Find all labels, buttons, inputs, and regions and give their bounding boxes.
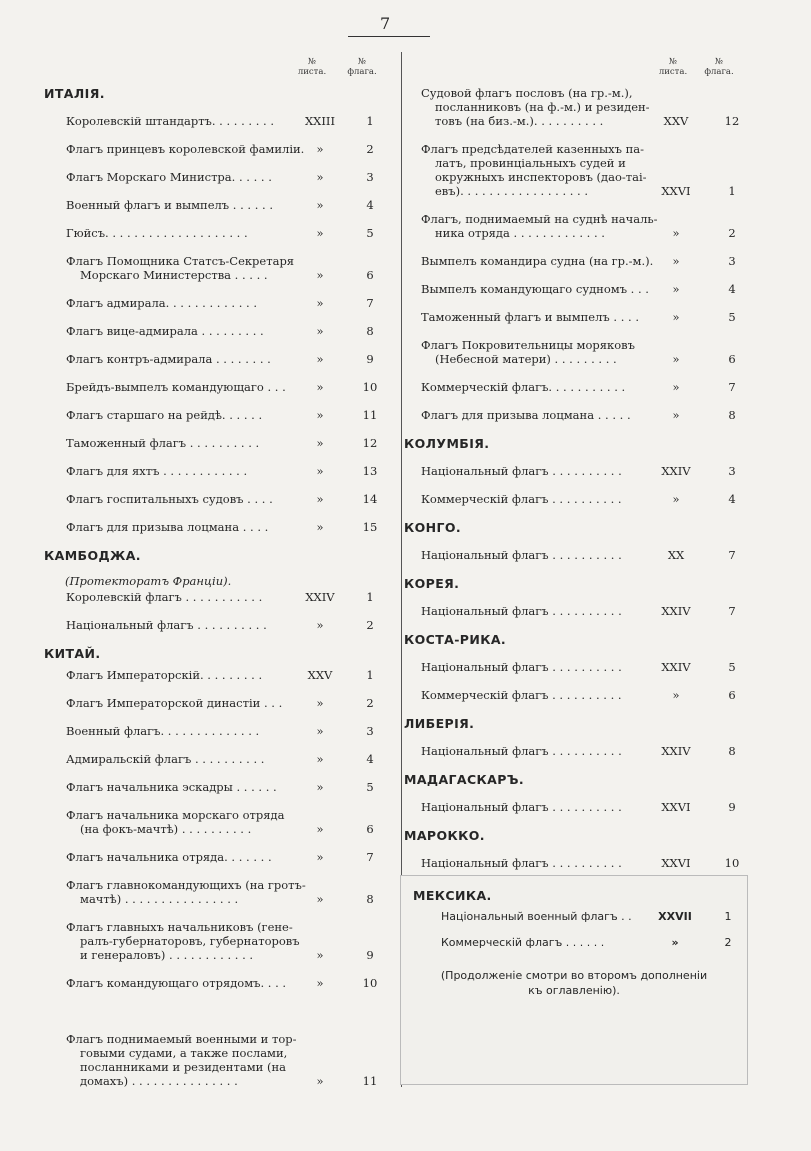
flag-number: 13 [362, 464, 378, 478]
entry-text [421, 744, 622, 758]
flag-number: 6 [728, 352, 736, 366]
flag-number: 1 [366, 590, 374, 604]
country-heading: КОСТА-РИКА. [404, 632, 507, 647]
entry-text [66, 878, 306, 906]
entry-text-line: Флагъ главныхъ начальниковъ (гене- [66, 920, 293, 934]
entry-text [421, 380, 625, 394]
sheet-number: » [316, 492, 324, 506]
flag-number: 1 [724, 910, 732, 923]
sheet-number: » [672, 408, 680, 422]
entry-text [66, 254, 294, 282]
entry-text [421, 408, 631, 422]
entry-text-line: Національный флагъ . . . . . . . . . . [421, 856, 622, 870]
continuation-note: (Продолженіе смотри во второмъ дополненіи къ оглавленію). [440, 969, 708, 997]
entry-text-line: Флагъ предсѣдателей казенныхъ па- [421, 142, 644, 156]
flag-number: 6 [366, 268, 374, 282]
entry-text-line: Національный флагъ . . . . . . . . . . [421, 660, 622, 674]
country-note: (Протекторатъ Франціи). [65, 574, 232, 588]
flag-number: 7 [728, 548, 736, 562]
sheet-number: » [672, 380, 680, 394]
sheet-number: XX [667, 548, 685, 562]
sheet-number: XXV [307, 668, 333, 682]
entry-text [421, 492, 622, 506]
sheet-number: » [316, 976, 324, 990]
entry-text [66, 808, 284, 836]
flag-number: 2 [366, 618, 374, 632]
sheet-number: » [316, 464, 324, 478]
entry-text-line: Флагъ начальника морскаго отряда [66, 808, 285, 822]
country-heading: КОНГО. [404, 520, 462, 535]
entry-text [66, 142, 304, 156]
entry-text-line: Флагъ начальника отряда. . . . . . . [66, 850, 272, 864]
entry-text-line: Адмиральскій флагъ . . . . . . . . . . [66, 752, 265, 766]
flag-number: 5 [366, 780, 374, 794]
sheet-number: XXIV [661, 660, 691, 674]
country-heading: КОЛУМБІЯ. [404, 436, 490, 451]
flag-number: 2 [728, 226, 736, 240]
entry-text [66, 724, 259, 738]
flag-number: 12 [724, 114, 740, 128]
entry-text [421, 310, 639, 324]
entry-text-line: Флагъ главнокомандующихъ (на гротъ- [66, 878, 306, 892]
flag-number: 7 [366, 296, 374, 310]
entry-text-line: говыми судами, а также послами, [80, 1046, 288, 1060]
entry-text-line: Флагъ Императорскій. . . . . . . . . [66, 668, 263, 682]
entry-text [66, 226, 248, 240]
entry-text-line: Флагъ Императорской династіи . . . [66, 696, 283, 710]
sheet-number: » [672, 254, 680, 268]
entry-text [66, 752, 264, 766]
entry-text [66, 324, 264, 338]
sheet-number: » [316, 170, 324, 184]
entry-text-line: Національный флагъ . . . . . . . . . . [421, 604, 622, 618]
entry-text [421, 688, 622, 702]
sheet-number: XXIII [304, 114, 335, 128]
entry-text [66, 198, 273, 212]
entry-text-line: Таможенный флагъ . . . . . . . . . . [66, 436, 260, 450]
sheet-number: » [316, 1074, 324, 1088]
sheet-column-header: № листа. [658, 57, 688, 77]
flag-number: 7 [728, 604, 736, 618]
sheet-number: XXVI [661, 856, 691, 870]
entry-text-line: Національный флагъ . . . . . . . . . . [66, 618, 267, 632]
flag-number: 9 [366, 352, 374, 366]
entry-text [421, 800, 622, 814]
entry-text [421, 660, 622, 674]
country-heading: МАДАГАСКАРЪ. [404, 772, 525, 787]
entry-text-line: Морскаго Министерства . . . . . [80, 268, 268, 282]
sheet-number: XXV [663, 114, 689, 128]
sheet-number: XXIV [661, 604, 691, 618]
entry-text [66, 170, 272, 184]
entry-text-line: окружныхъ инспекторовъ (дао-таі- [435, 170, 647, 184]
sheet-number: » [316, 892, 324, 906]
flag-number: 10 [362, 380, 378, 394]
entry-text [421, 856, 622, 870]
entry-text [66, 464, 247, 478]
entry-text [66, 436, 259, 450]
entry-text-line: Флагъ вице-адмирала . . . . . . . . . [66, 324, 264, 338]
entry-text [66, 618, 267, 632]
entry-text [66, 668, 262, 682]
flag-column-header: № флага. [347, 57, 377, 77]
flag-number: 8 [728, 744, 736, 758]
entry-text [421, 212, 658, 240]
entry-text-line: Судовой флагъ пословъ (на гр.-м.), [421, 86, 633, 100]
flag-number: 2 [724, 936, 732, 949]
entry-text [421, 548, 622, 562]
sheet-number: XXIV [661, 464, 691, 478]
entry-text-line: Флагъ начальника эскадры . . . . . . [66, 780, 277, 794]
flag-number: 5 [728, 660, 736, 674]
sheet-number: » [316, 948, 324, 962]
entry-text [66, 296, 257, 310]
entry-text-line: Флагъ поднимаемый военными и тор- [66, 1032, 297, 1046]
flag-number: 1 [728, 184, 736, 198]
entry-text [441, 910, 632, 924]
entry-text [421, 254, 653, 268]
sheet-number: » [316, 226, 324, 240]
entry-text [66, 780, 277, 794]
sheet-number: » [316, 268, 324, 282]
country-heading: КИТАЙ. [44, 646, 101, 661]
entry-text-line: Флагъ Покровительницы моряковъ [421, 338, 635, 352]
entry-text-line: посланниками и резидентами (на [80, 1060, 286, 1074]
entry-text-line: Коммерческій флагъ . . . . . . . . . . [421, 492, 622, 506]
flag-number: 10 [724, 856, 740, 870]
sheet-number: » [316, 780, 324, 794]
entry-text [421, 338, 635, 366]
entry-text [66, 114, 274, 128]
country-heading: МЕКСИКА. [413, 888, 492, 903]
entry-text-line: посланниковъ (на ф.-м.) и резиден- [435, 100, 650, 114]
entry-text [66, 976, 286, 990]
sheet-number: » [671, 936, 679, 949]
country-heading: ИТАЛІЯ. [44, 86, 105, 101]
entry-text-line: Вымпелъ командующаго судномъ . . . [421, 282, 649, 296]
flag-number: 11 [362, 408, 378, 422]
flag-number: 4 [366, 198, 374, 212]
entry-text [66, 520, 268, 534]
flag-number: 8 [366, 324, 374, 338]
sheet-number: XXVII [658, 910, 692, 923]
entry-text-line: ралъ-губернаторовъ, губернаторовъ [80, 934, 300, 948]
flag-number: 1 [366, 668, 374, 682]
entry-text-line: Флагъ для яхтъ . . . . . . . . . . . . [66, 464, 248, 478]
flag-number: 12 [362, 436, 378, 450]
flag-number: 6 [366, 822, 374, 836]
flag-number: 11 [362, 1074, 378, 1088]
sheet-number: » [672, 492, 680, 506]
entry-text-line: Національный военный флагъ . . [441, 910, 632, 923]
sheet-number: » [316, 724, 324, 738]
sheet-number: XXVI [661, 184, 691, 198]
sheet-column-header: № листа. [297, 57, 327, 77]
sheet-number: » [316, 352, 324, 366]
flag-number: 6 [728, 688, 736, 702]
entry-text [421, 86, 650, 128]
entry-text-line: Брейдъ-вымпелъ командующаго . . . [66, 380, 286, 394]
entry-text-line: Коммерческій флагъ . . . . . . [441, 936, 605, 949]
sheet-number: » [316, 380, 324, 394]
entry-text-line: Національный флагъ . . . . . . . . . . [421, 464, 622, 478]
entry-text-line: евъ). . . . . . . . . . . . . . . . . . [435, 184, 589, 198]
flag-number: 4 [728, 282, 736, 296]
entry-text-line: (на фокъ-мачтѣ) . . . . . . . . . . [80, 822, 252, 836]
entry-text-line: латъ, провинціальныхъ судей и [435, 156, 626, 170]
entry-text-line: Національный флагъ . . . . . . . . . . [421, 744, 622, 758]
entry-text [66, 492, 273, 506]
entry-text-line: Флагъ, поднимаемый на суднѣ началь- [421, 212, 658, 226]
entry-text-line: Флагъ контръ-адмирала . . . . . . . . [66, 352, 271, 366]
entry-text-line: Національный флагъ . . . . . . . . . . [421, 800, 622, 814]
flag-number: 8 [728, 408, 736, 422]
sheet-number: » [316, 408, 324, 422]
sheet-number: XXVI [661, 800, 691, 814]
flag-number: 5 [366, 226, 374, 240]
sheet-number: XXIV [305, 590, 335, 604]
entry-text [441, 936, 604, 950]
entry-text [421, 282, 649, 296]
flag-number: 14 [362, 492, 378, 506]
sheet-number: » [672, 310, 680, 324]
flag-number: 4 [728, 492, 736, 506]
entry-text-line: Таможенный флагъ и вымпелъ . . . . [421, 310, 639, 324]
flag-number: 7 [366, 850, 374, 864]
sheet-number: XXIV [661, 744, 691, 758]
flag-number: 3 [728, 254, 736, 268]
flag-number: 2 [366, 696, 374, 710]
entry-text [421, 604, 622, 618]
country-heading: КАМБОДЖА. [44, 548, 141, 563]
entry-text-line: Коммерческій флагъ. . . . . . . . . . . [421, 380, 626, 394]
sheet-number: » [672, 226, 680, 240]
entry-text-line: Флагъ Помощника Статсъ-Секретаря [66, 254, 295, 268]
entry-text [66, 352, 271, 366]
entry-text-line: домахъ) . . . . . . . . . . . . . . . [80, 1074, 238, 1088]
entry-text-line: ника отряда . . . . . . . . . . . . . [435, 226, 605, 240]
flag-number: 7 [728, 380, 736, 394]
sheet-number: » [672, 282, 680, 296]
flag-number: 3 [366, 170, 374, 184]
entry-text-line: Королевскій флагъ . . . . . . . . . . . [66, 590, 263, 604]
flag-number: 10 [362, 976, 378, 990]
sheet-number: » [316, 752, 324, 766]
entry-text-line: Гюйсъ. . . . . . . . . . . . . . . . . . . . [66, 226, 248, 240]
flag-number: 9 [366, 948, 374, 962]
entry-text [66, 920, 300, 962]
country-heading: КОРЕЯ. [404, 576, 460, 591]
page-number: 7 [380, 14, 391, 33]
entry-text-line: Флагъ адмирала. . . . . . . . . . . . . [66, 296, 258, 310]
flag-number: 8 [366, 892, 374, 906]
entry-text [421, 464, 622, 478]
entry-text-line: товъ (на биз.-м.). . . . . . . . . . [435, 114, 604, 128]
entry-text-line: Флагъ для призыва лоцмана . . . . . [421, 408, 631, 422]
entry-text-line: Королевскій штандартъ. . . . . . . . . [66, 114, 275, 128]
entry-text-line: Вымпелъ командира судна (на гр.-м.). [421, 254, 654, 268]
flag-number: 4 [366, 752, 374, 766]
entry-text-line: Флагъ госпитальныхъ судовъ . . . . [66, 492, 273, 506]
country-heading: МАРОККО. [404, 828, 485, 843]
entry-text-line: Флагъ принцевъ королевской фамиліи. [66, 142, 305, 156]
flag-number: 3 [728, 464, 736, 478]
entry-text [66, 590, 262, 604]
entry-text [66, 850, 272, 864]
entry-text-line: Флагъ для призыва лоцмана . . . . [66, 520, 269, 534]
entry-text-line: Военный флагъ и вымпелъ . . . . . . [66, 198, 273, 212]
entry-text-line: Коммерческій флагъ . . . . . . . . . . [421, 688, 622, 702]
entry-text-line: мачтѣ) . . . . . . . . . . . . . . . . [80, 892, 239, 906]
supplement-box [400, 875, 748, 1085]
flag-number: 1 [366, 114, 374, 128]
entry-text [66, 1032, 297, 1088]
flag-number: 9 [728, 800, 736, 814]
entry-text-line: Флагъ старшаго на рейдѣ. . . . . . [66, 408, 263, 422]
flag-number: 2 [366, 142, 374, 156]
entry-text-line: (Небесной матери) . . . . . . . . . [435, 352, 617, 366]
sheet-number: » [672, 688, 680, 702]
sheet-number: » [316, 696, 324, 710]
sheet-number: » [672, 352, 680, 366]
entry-text [66, 408, 262, 422]
entry-text-line: Флагъ командующаго отрядомъ. . . . [66, 976, 287, 990]
sheet-number: » [316, 850, 324, 864]
entry-text [66, 696, 282, 710]
sheet-number: » [316, 520, 324, 534]
entry-text-line: Національный флагъ . . . . . . . . . . [421, 548, 622, 562]
flag-number: 15 [362, 520, 378, 534]
entry-text-line: Флагъ Морскаго Министра. . . . . . [66, 170, 272, 184]
sheet-number: » [316, 142, 324, 156]
flag-number: 3 [366, 724, 374, 738]
sheet-number: » [316, 324, 324, 338]
flag-column-header: № флага. [704, 57, 734, 77]
flag-number: 5 [728, 310, 736, 324]
country-heading: ЛИБЕРІЯ. [404, 716, 475, 731]
entry-text [421, 142, 647, 198]
entry-text-line: Военный флагъ. . . . . . . . . . . . . . [66, 724, 260, 738]
sheet-number: » [316, 296, 324, 310]
entry-text [66, 380, 286, 394]
sheet-number: » [316, 618, 324, 632]
sheet-number: » [316, 436, 324, 450]
page-number-rule [348, 36, 430, 37]
sheet-number: » [316, 822, 324, 836]
sheet-number: » [316, 198, 324, 212]
entry-text-line: и генераловъ) . . . . . . . . . . . . [80, 948, 254, 962]
